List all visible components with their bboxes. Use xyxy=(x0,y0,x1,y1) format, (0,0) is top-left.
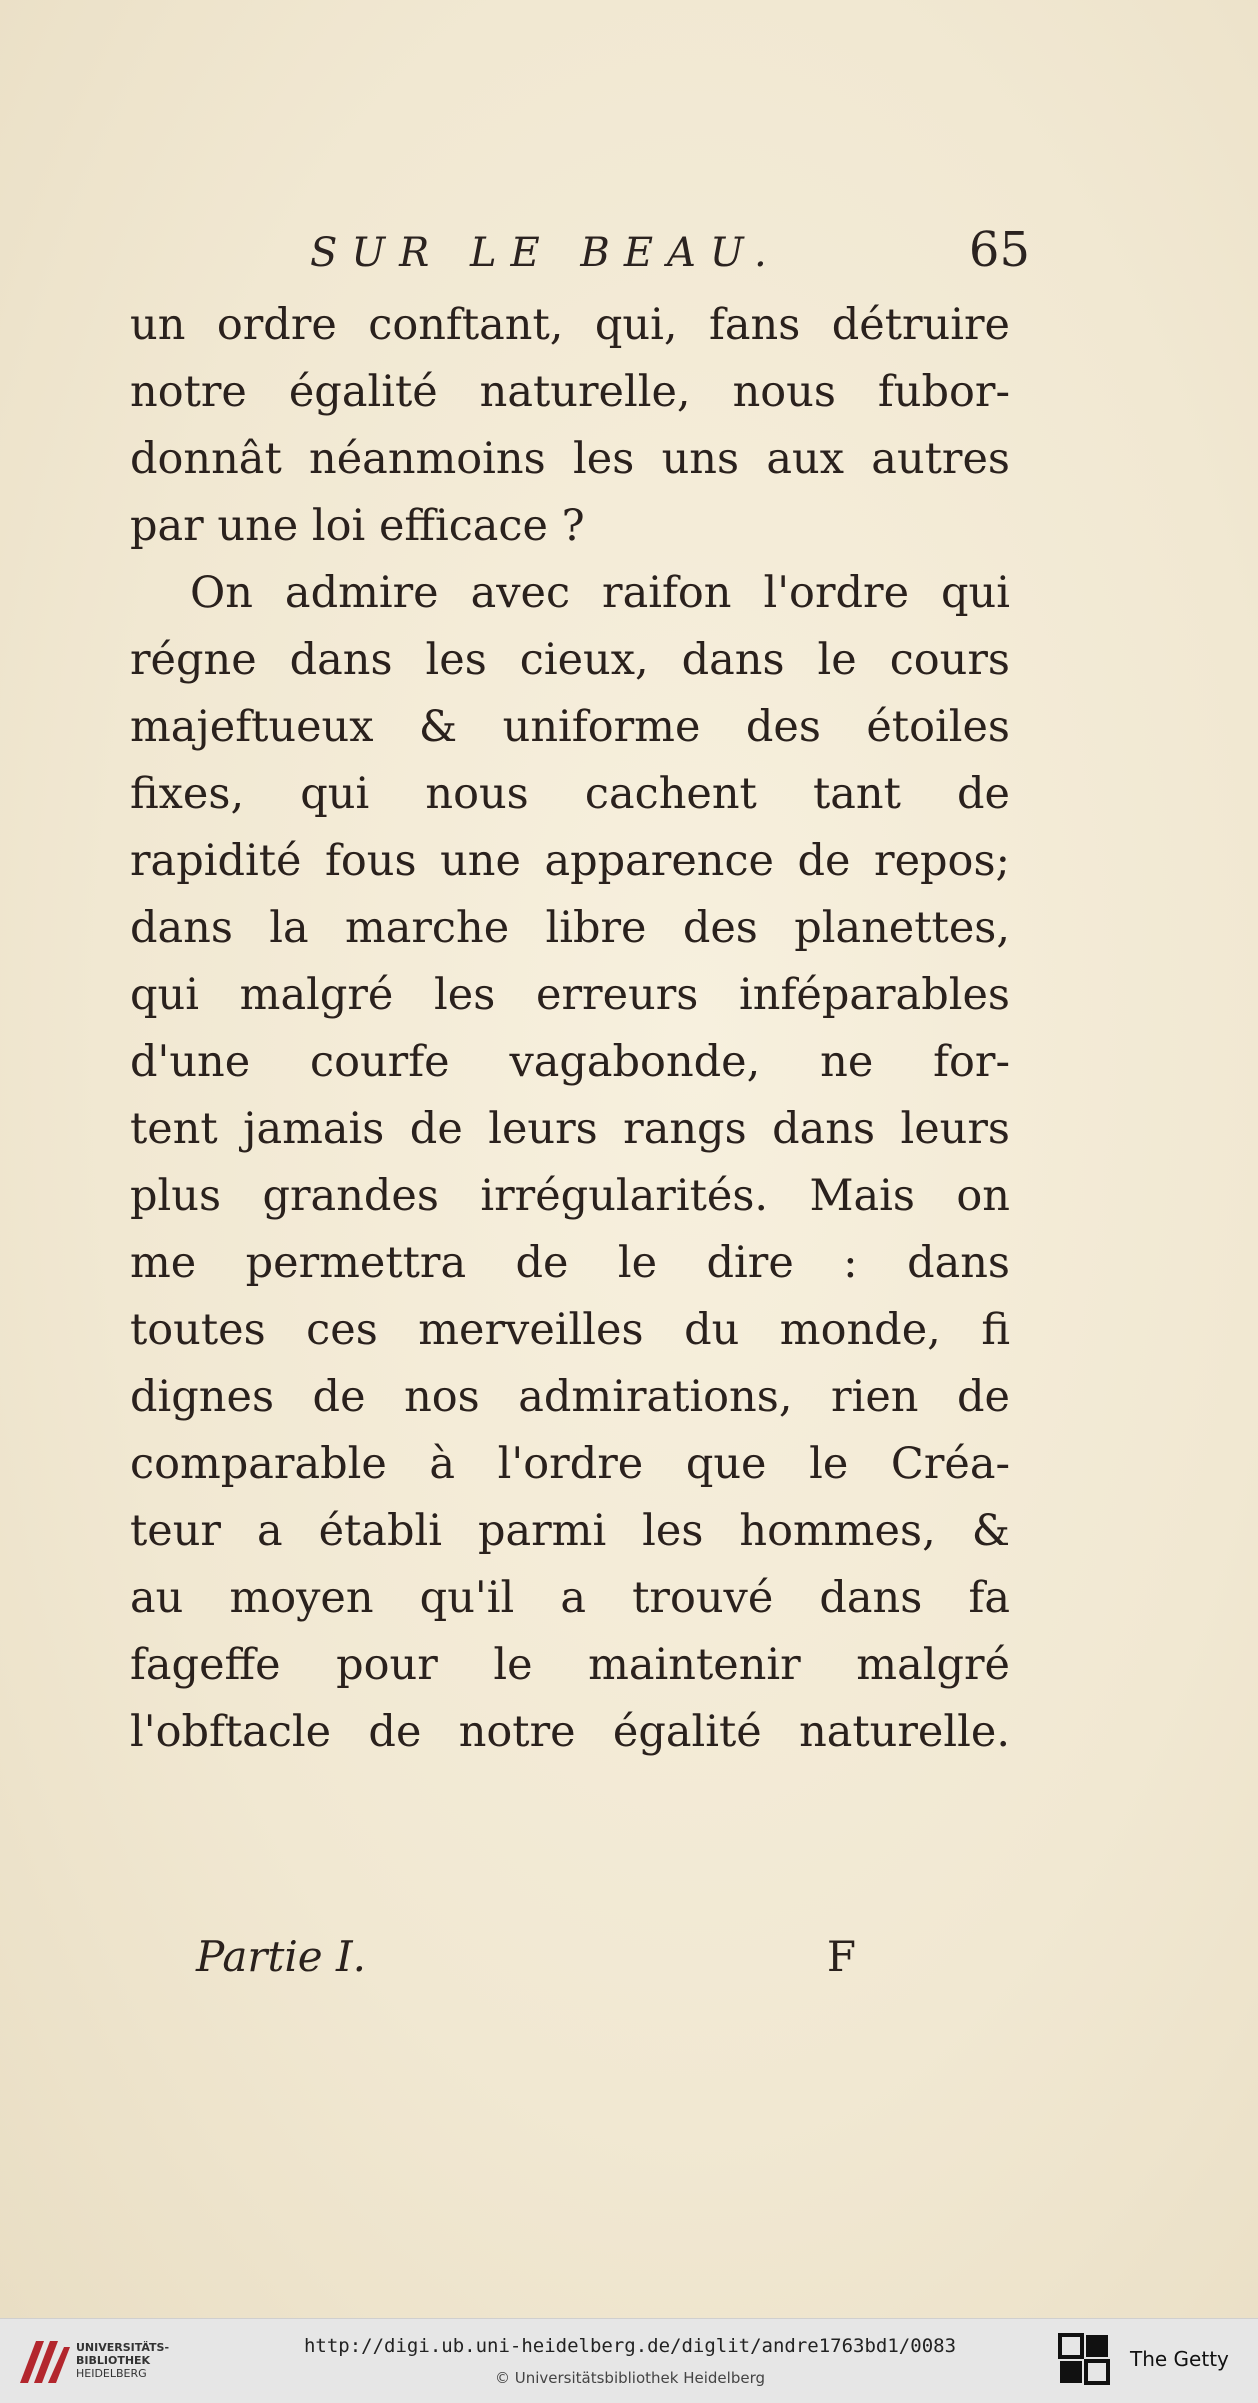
part-label: Partie I. xyxy=(196,1932,366,1981)
text-line: fixes, qui nous cachent tant de xyxy=(130,769,1010,819)
text-line: tent jamais de leurs rangs dans leurs xyxy=(130,1104,1010,1154)
text-line: rapidité fous une apparence de repos; xyxy=(130,836,1010,886)
text-line: plus grandes irrégularités. Mais on xyxy=(130,1171,1010,1221)
page-footer xyxy=(196,1932,856,1992)
text-line: l'obftacle de notre égalité naturelle. xyxy=(130,1707,1010,1757)
running-head xyxy=(310,222,1030,292)
text-line: notre égalité naturelle, nous fubor- xyxy=(130,367,1010,417)
permalink[interactable]: http://digi.ub.uni-heidelberg.de/diglit/andre1763bd1/0083 xyxy=(303,2335,957,2357)
body-text xyxy=(130,292,1010,1766)
institution-line: BIBLIOTHEK xyxy=(76,2354,151,2367)
text-line: régne dans les cieux, dans le cours xyxy=(130,635,1010,685)
text-line: me permettra de le dire : dans xyxy=(130,1238,1010,1288)
institution-line: HEIDELBERG xyxy=(76,2367,147,2380)
text-line: dans la marche libre des planettes, xyxy=(130,903,1010,953)
partner-name: The Getty xyxy=(1130,2347,1229,2371)
text-line: donnât néanmoins les uns aux autres xyxy=(130,434,1010,484)
text-line: On admire avec raifon l'ordre qui xyxy=(190,568,1010,618)
getty-logo-icon xyxy=(1056,2331,1112,2389)
text-line: un ordre conftant, qui, fans détruire xyxy=(130,300,1010,350)
university-library-name xyxy=(76,2341,169,2380)
page-number: 65 xyxy=(968,222,1030,278)
text-line: teur a établi parmi les hommes, & xyxy=(130,1506,1010,1556)
running-head-title: SUR LE BEAU. xyxy=(310,230,781,276)
text-line: fageffe pour le maintenir malgré xyxy=(130,1640,1010,1690)
text-line: majeftueux & uniforme des étoiles xyxy=(130,702,1010,752)
text-line: toutes ces merveilles du monde, fi xyxy=(130,1305,1010,1355)
text-line: au moyen qu'il a trouvé dans fa xyxy=(130,1573,1010,1623)
text-line: d'une courfe vagabonde, ne for- xyxy=(130,1037,1010,1087)
copyright-notice: © Universitätsbibliothek Heidelberg xyxy=(494,2369,765,2387)
text-line: dignes de nos admirations, rien de xyxy=(130,1372,1010,1422)
digitization-footer-bar xyxy=(0,2318,1258,2403)
text-line: par une loi efficace ? xyxy=(130,501,585,551)
text-line: comparable à l'ordre que le Créa- xyxy=(130,1439,1010,1489)
signature-mark: F xyxy=(826,1932,856,1981)
university-library-logo-icon xyxy=(14,2333,72,2391)
institution-line: UNIVERSITÄTS- xyxy=(76,2341,170,2354)
text-line: qui malgré les erreurs inféparables xyxy=(130,970,1010,1020)
